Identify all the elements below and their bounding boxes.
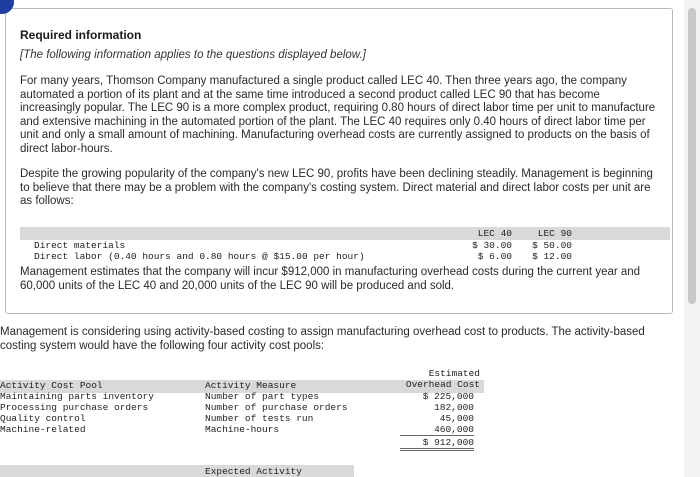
cell-measure: Number of purchase orders <box>205 402 348 413</box>
profit-paragraph: Despite the growing popularity of the company's new LEC 90, profits have been declining steadily. Management is beginning to believe that there may be a problem with the company's costing system. Direct material and direct labor costs per unit are as follows: <box>20 168 653 207</box>
total-overhead-cost: $ 912,000 <box>400 437 474 451</box>
intro-paragraph: For many years, Thomson Company manufactured a single product called LEC 40. Then three years ago, the company automated a portion of its plant and at the same time introduced a second product called LEC 90 that has become increasingly popular. The LEC 90 is a more complex product, requiring 0.80 hours of direct labor time per unit to manufacture and extensive machining in the automated portion of the plant. The LEC 40 requires only 0.40 hours of direct labor time per unit and only a small amount of machining. Manufacturing overhead costs are currently assigned to products on the basis of direct labor-hours. <box>20 75 656 155</box>
cell-measure: Number of tests run <box>205 413 314 424</box>
activity-cost-pool-table <box>0 365 484 477</box>
required-information-panel <box>5 8 673 314</box>
table-header-bar <box>20 227 670 240</box>
cell-cost: $ 225,000 <box>422 391 474 402</box>
cell-measure: Number of part types <box>205 391 320 402</box>
cell-materials-lec90: $ 50.00 <box>532 240 572 251</box>
cell-pool: Maintaining parts inventory <box>0 391 154 402</box>
scrollbar-thumb[interactable] <box>688 8 696 304</box>
col-header-lec40: LEC 40 <box>477 228 512 239</box>
cell-pool: Processing purchase orders <box>0 402 149 413</box>
cell-cost: 45,000 <box>439 413 474 424</box>
cell-cost: 460,000 <box>400 424 474 436</box>
cell-cost: 182,000 <box>434 402 474 413</box>
row-label-materials: Direct materials <box>34 240 126 251</box>
panel-subtitle: [The following information applies to the questions displayed below.] <box>20 49 366 61</box>
col-header-pool: Activity Cost Pool <box>0 380 103 391</box>
row-label-labor: Direct labor (0.40 hours and 0.80 hours @ $15.00 per hour) <box>34 251 365 262</box>
cell-pool: Quality control <box>0 413 86 424</box>
cell-materials-lec40: $ 30.00 <box>472 240 512 251</box>
col-header-lec90: LEC 90 <box>537 228 572 239</box>
panel-title: Required information <box>20 28 142 42</box>
col-header-overhead-cost: Overhead Cost <box>405 379 480 390</box>
expected-activity-label: Expected Activity <box>205 466 302 477</box>
col-header-measure: Activity Measure <box>205 380 297 391</box>
cell-labor-lec90: $ 12.00 <box>532 251 572 262</box>
cell-measure: Machine-hours <box>205 424 280 435</box>
cell-pool: Machine-related <box>0 424 86 435</box>
col-header-estimated: Estimated <box>428 368 480 379</box>
unit-cost-table <box>20 227 670 267</box>
cell-labor-lec40: $ 6.00 <box>477 251 512 262</box>
expected-activity-header-bar <box>0 465 354 477</box>
overhead-paragraph: Management estimates that the company will incur $912,000 in manufacturing overhead costs during the current year and 60,000 units of the LEC 40 and 20,000 units of the LEC 90 will be produced and sold. <box>20 266 641 292</box>
question-text: Management is considering using activity-based costing to assign manufacturing overhead cost to products. The activity-based costing system would have the following four activity cost pools: <box>0 326 645 352</box>
